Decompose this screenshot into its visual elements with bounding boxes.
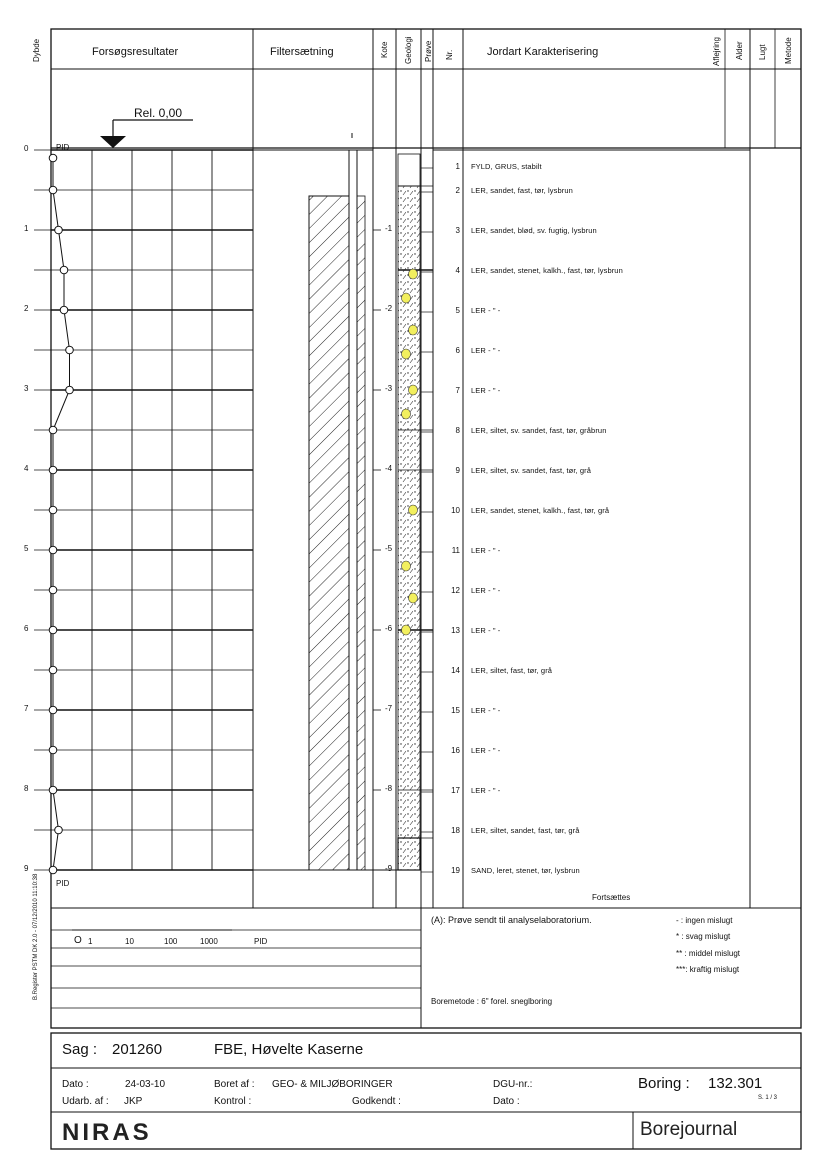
sample-description: LER, siltet, sv. sandet, fast, tør, grå: [471, 466, 592, 475]
pid-point: [49, 706, 57, 714]
pid-profile-line: [53, 158, 70, 870]
depth-label: 0: [24, 144, 29, 153]
sample-description: LER, sandet, fast, tør, lysbrun: [471, 186, 573, 195]
pid-point: [49, 666, 57, 674]
pid-bottom-label: PID: [56, 879, 70, 888]
kote-label: -5: [385, 544, 393, 553]
sample-description: LER - " -: [471, 746, 501, 755]
sample-description: LER - " -: [471, 786, 501, 795]
stone-symbol: [409, 385, 418, 395]
sample-number: 7: [455, 386, 460, 395]
pid-point: [49, 154, 57, 162]
scale-label-10: 10: [125, 937, 134, 946]
dybde-header: Dybde: [32, 38, 41, 62]
sample-number: 6: [455, 346, 460, 355]
sample-description: LER - " -: [471, 346, 501, 355]
scale-label-1: 1: [88, 937, 93, 946]
project-name: FBE, Høvelte Kaserne: [214, 1041, 364, 1058]
sample-description: SAND, leret, stenet, tør, lysbrun: [471, 866, 580, 875]
sample-number: 12: [451, 586, 460, 595]
kote-label: -4: [385, 464, 393, 473]
pid-point: [66, 346, 74, 354]
stone-symbol: [402, 293, 411, 303]
boret-label: Boret af :: [214, 1079, 255, 1090]
boring-number: 132.301: [708, 1075, 763, 1092]
jordart-header: Jordart Karakterisering: [487, 46, 599, 58]
dato-label: Dato :: [62, 1079, 89, 1090]
legend-weak: * : svag mislugt: [676, 932, 731, 941]
prove-header: Prøve: [424, 40, 433, 62]
lugt-header: Lugt: [758, 44, 767, 60]
geologi-header: Geologi: [404, 36, 413, 64]
document-title: Borejournal: [640, 1119, 738, 1140]
filtersaetning-header: Filtersætning: [270, 46, 334, 58]
stone-symbol: [402, 349, 411, 359]
sample-description: LER - " -: [471, 306, 501, 315]
kontrol-label: Kontrol :: [214, 1096, 252, 1107]
legend-medium: ** : middel mislugt: [676, 949, 741, 958]
fortsaettes-label: Fortsættes: [592, 893, 631, 902]
udarb-label: Udarb. af :: [62, 1096, 109, 1107]
sample-description: LER - " -: [471, 546, 501, 555]
stone-symbol: [402, 409, 411, 419]
sample-description: LER - " -: [471, 626, 501, 635]
sample-description: LER, sandet, stenet, kalkh., fast, tør, grå: [471, 506, 610, 515]
scale-label-100: 100: [164, 937, 178, 946]
sample-number: 13: [451, 626, 460, 635]
dgu-label: DGU-nr.:: [493, 1079, 533, 1090]
pid-top-label: PID: [56, 143, 70, 152]
print-stamp: B.Register PSTM DK 2.0 - 07/12/2010 11:10:38: [33, 873, 39, 1000]
depth-label: 8: [24, 784, 29, 793]
pid-point: [60, 306, 68, 314]
stone-symbol: [409, 505, 418, 515]
pid-point: [49, 586, 57, 594]
sample-description: LER, siltet, fast, tør, grå: [471, 666, 553, 675]
pid-point: [60, 266, 68, 274]
kote-label: -7: [385, 704, 393, 713]
depth-label: 6: [24, 624, 29, 633]
sample-number: 9: [455, 466, 460, 475]
sample-number: 3: [455, 226, 460, 235]
scale-label-1000: 1000: [200, 937, 218, 946]
pid-point: [49, 866, 57, 874]
legend-none: - : ingen mislugt: [676, 916, 733, 925]
pid-point: [49, 506, 57, 514]
reference-triangle: [100, 136, 126, 148]
sag-number: 201260: [112, 1041, 163, 1058]
stone-symbol: [402, 561, 411, 571]
udarb-value: JKP: [124, 1096, 143, 1107]
sample-number: 1: [455, 162, 460, 171]
scale-marker: O: [74, 935, 82, 946]
depth-label: 9: [24, 864, 29, 873]
kote-label: -1: [385, 224, 393, 233]
sand-layer: [398, 838, 420, 870]
dato-value: 24-03-10: [125, 1079, 166, 1090]
kote-header: Kote: [380, 41, 389, 58]
pid-point: [49, 426, 57, 434]
filter-gravel-pack: [309, 196, 349, 870]
boret-value: GEO- & MILJØBORINGER: [272, 1079, 393, 1090]
depth-label: 5: [24, 544, 29, 553]
alder-header: Alder: [735, 41, 744, 60]
sample-description: LER - " -: [471, 586, 501, 595]
sample-number: 14: [451, 666, 460, 675]
metode-header: Metode: [784, 37, 793, 64]
sample-description: FYLD, GRUS, stabilt: [471, 162, 542, 171]
sample-description: LER - " -: [471, 386, 501, 395]
pid-point: [49, 626, 57, 634]
stone-symbol: [409, 325, 418, 335]
sample-number: 5: [455, 306, 460, 315]
sample-number: 8: [455, 426, 460, 435]
sample-number: 2: [455, 186, 460, 195]
stone-symbol: [409, 593, 418, 603]
dato2-label: Dato :: [493, 1096, 520, 1107]
aflejring-header: Aflejring: [712, 37, 721, 66]
kote-label: -8: [385, 784, 393, 793]
stone-symbol: [402, 625, 411, 635]
kote-label: -9: [385, 864, 393, 873]
pid-point: [49, 466, 57, 474]
nr-header: Nr.: [445, 49, 454, 60]
filter-screen: [357, 196, 365, 870]
sample-description: LER, sandet, stenet, kalkh., fast, tør, lysbrun: [471, 266, 623, 275]
forsogsresultater-header: Forsøgsresultater: [92, 46, 179, 58]
pid-point: [55, 226, 63, 234]
kote-label: -3: [385, 384, 393, 393]
analysis-note: (A): Prøve sendt til analyselaboratorium.: [431, 915, 592, 925]
boring-label: Boring :: [638, 1075, 690, 1092]
sheet-number: S. 1 / 3: [758, 1095, 778, 1101]
sample-number: 17: [451, 786, 460, 795]
kote-label: -6: [385, 624, 393, 633]
pid-point: [55, 826, 63, 834]
sample-description: LER - " -: [471, 706, 501, 715]
depth-label: 2: [24, 304, 29, 313]
sample-description: LER, sandet, blød, sv. fugtig, lysbrun: [471, 226, 597, 235]
pid-point: [66, 386, 74, 394]
sample-number: 16: [451, 746, 460, 755]
stone-symbol: [409, 269, 418, 279]
sample-number: 19: [451, 866, 460, 875]
sample-number: 18: [451, 826, 460, 835]
sample-number: 10: [451, 506, 460, 515]
legend-strong: ***: kraftig mislugt: [676, 965, 740, 974]
depth-label: 7: [24, 704, 29, 713]
method-note: Boremetode : 6" forel. sneglboring: [431, 997, 553, 1006]
pid-point: [49, 746, 57, 754]
sample-description: LER, siltet, sandet, fast, tør, grå: [471, 826, 580, 835]
sample-number: 15: [451, 706, 460, 715]
reference-level-label: Rel. 0,00: [134, 106, 183, 120]
sample-description: LER, siltet, sv. sandet, fast, tør, gråbrun: [471, 426, 607, 435]
scale-unit: PID: [254, 937, 268, 946]
pid-point: [49, 546, 57, 554]
niras-logo: NIRAS: [62, 1119, 152, 1146]
pid-point: [49, 186, 57, 194]
sag-label: Sag :: [62, 1041, 98, 1058]
depth-label: 1: [24, 224, 29, 233]
sample-number: 4: [455, 266, 460, 275]
depth-label: 4: [24, 464, 29, 473]
pid-point: [49, 786, 57, 794]
kote-label: -2: [385, 304, 393, 313]
sample-number: 11: [451, 546, 460, 555]
depth-label: 3: [24, 384, 29, 393]
fill-layer: [398, 154, 420, 186]
godkendt-label: Godkendt :: [352, 1096, 401, 1107]
